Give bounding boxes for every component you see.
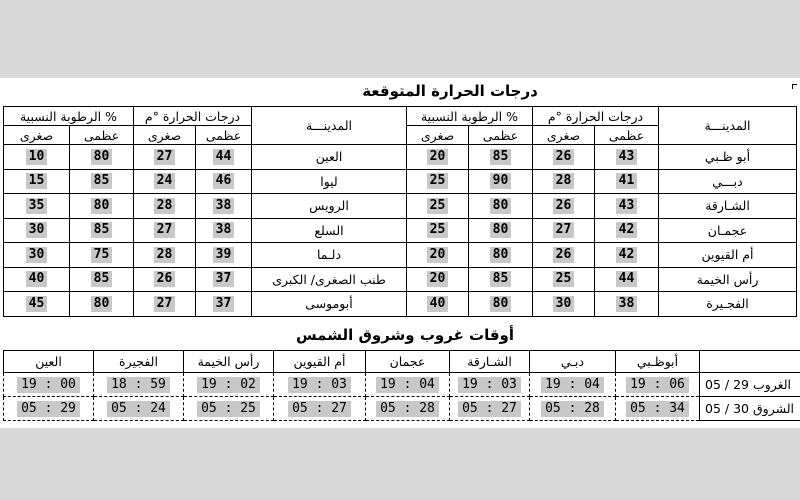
temp-header-left: درجات الحرارة °م — [134, 107, 252, 126]
humidity-min-value: 20 — [427, 247, 449, 263]
humidity-max — [70, 292, 134, 317]
humidity-max-value: 85 — [91, 222, 113, 238]
temp-max — [196, 145, 252, 170]
temp-min-value: 26 — [553, 149, 575, 165]
humidity-min-value: 35 — [26, 198, 48, 214]
table-row — [4, 267, 797, 292]
temp-max-value: 38 — [213, 222, 235, 238]
sunset-time-value: 19 : 00 — [17, 377, 80, 393]
temp-max-value: 42 — [616, 247, 638, 263]
temp-min — [134, 218, 196, 243]
humidity-min-value: 30 — [26, 222, 48, 238]
humidity-min — [4, 145, 70, 170]
min-header: صغرى — [407, 126, 469, 145]
sunset-time — [530, 373, 616, 397]
humidity-min — [407, 169, 469, 194]
temp-min — [533, 292, 595, 317]
temp-min — [134, 145, 196, 170]
temp-min — [134, 194, 196, 219]
temp-max-value: 39 — [213, 247, 235, 263]
temp-max-value: 38 — [213, 198, 235, 214]
sunset-time — [616, 373, 700, 397]
temp-max-value: 43 — [616, 198, 638, 214]
sun-times-table — [3, 350, 800, 421]
sun-city-header: الفجيرة — [94, 351, 184, 373]
humidity-min-value: 45 — [26, 296, 48, 312]
temp-min — [134, 243, 196, 268]
humidity-max — [469, 194, 533, 219]
temp-max — [196, 267, 252, 292]
temp-max — [595, 169, 659, 194]
sunrise-time-value: 05 : 25 — [197, 401, 260, 417]
sunset-time — [94, 373, 184, 397]
humidity-min-value: 40 — [26, 271, 48, 287]
sunset-time — [184, 373, 274, 397]
sun-times-title: أوقات غروب وشروق الشمس — [295, 326, 515, 344]
sunset-time — [4, 373, 94, 397]
temp-min-value: 27 — [154, 149, 176, 165]
temp-max — [595, 292, 659, 317]
table-row — [4, 292, 797, 317]
humidity-max — [70, 267, 134, 292]
humidity-min-value: 20 — [427, 271, 449, 287]
humidity-max-value: 85 — [490, 149, 512, 165]
table-row — [4, 218, 797, 243]
sun-city-header: دبـي — [530, 351, 616, 373]
humidity-max-value: 85 — [91, 173, 113, 189]
humidity-max-value: 80 — [91, 198, 113, 214]
city-name: الشـارقة — [659, 194, 797, 219]
temp-min-value: 28 — [154, 198, 176, 214]
sunset-time-value: 19 : 03 — [288, 377, 351, 393]
sunset-time-value: 19 : 04 — [541, 377, 604, 393]
sun-header-row — [4, 351, 800, 373]
humidity-max-value: 90 — [490, 173, 512, 189]
temp-max — [196, 243, 252, 268]
city-header-right: المدينـــة — [659, 107, 797, 145]
city-name: أبوموسى — [252, 292, 407, 317]
temp-min — [533, 218, 595, 243]
city-header-left: المدينـــة — [252, 107, 407, 145]
sunrise-time-value: 05 : 27 — [288, 401, 351, 417]
humidity-max-value: 80 — [490, 247, 512, 263]
temp-min — [134, 169, 196, 194]
min-header: صغرى — [134, 126, 196, 145]
sunrise-time — [530, 397, 616, 421]
humidity-max-value: 80 — [91, 149, 113, 165]
city-name: طنب الصغرى/ الكبرى — [252, 267, 407, 292]
temp-max-value: 46 — [213, 173, 235, 189]
sunset-time-value: 19 : 03 — [458, 377, 521, 393]
humidity-max — [70, 169, 134, 194]
sunset-time — [450, 373, 530, 397]
city-name: ليوا — [252, 169, 407, 194]
temp-min-value: 26 — [553, 198, 575, 214]
sunrise-time-value: 05 : 27 — [458, 401, 521, 417]
temp-min — [134, 292, 196, 317]
humidity-max — [469, 169, 533, 194]
humidity-min-value: 25 — [427, 198, 449, 214]
humidity-min-value: 20 — [427, 149, 449, 165]
sunrise-time-value: 05 : 28 — [541, 401, 604, 417]
humidity-max — [469, 243, 533, 268]
max-header: عظمى — [595, 126, 659, 145]
temp-max-value: 37 — [213, 296, 235, 312]
humidity-min — [4, 194, 70, 219]
humidity-max — [469, 292, 533, 317]
city-name: الفجـيرة — [659, 292, 797, 317]
humidity-header-right: الرطوبة النسبية % — [407, 107, 533, 126]
humidity-max — [70, 243, 134, 268]
humidity-min — [407, 267, 469, 292]
sun-city-header: العين — [4, 351, 94, 373]
temp-min — [533, 194, 595, 219]
humidity-min-value: 40 — [427, 296, 449, 312]
temp-min-value: 27 — [154, 222, 176, 238]
max-header: عظمى — [196, 126, 252, 145]
temp-min-value: 26 — [553, 247, 575, 263]
humidity-min — [407, 292, 469, 317]
sunrise-time — [184, 397, 274, 421]
temp-min-value: 25 — [553, 271, 575, 287]
temp-max — [595, 243, 659, 268]
temp-min-value: 28 — [154, 247, 176, 263]
humidity-min — [4, 243, 70, 268]
temp-min — [134, 267, 196, 292]
temp-min — [533, 145, 595, 170]
sun-city-header: أبوظـبي — [616, 351, 700, 373]
temp-max-value: 41 — [616, 173, 638, 189]
sunset-time-value: 18 : 59 — [107, 377, 170, 393]
city-name: دبـــي — [659, 169, 797, 194]
table-row — [4, 194, 797, 219]
city-name: العين — [252, 145, 407, 170]
city-name: دلـما — [252, 243, 407, 268]
temp-max-value: 43 — [616, 149, 638, 165]
humidity-header-left: الرطوبة النسبية % — [4, 107, 134, 126]
sunrise-time-value: 05 : 28 — [376, 401, 439, 417]
humidity-max — [469, 267, 533, 292]
table-row — [4, 145, 797, 170]
temp-min-value: 27 — [154, 296, 176, 312]
max-header: عظمى — [70, 126, 134, 145]
humidity-min — [407, 194, 469, 219]
humidity-min — [4, 267, 70, 292]
humidity-max-value: 80 — [91, 296, 113, 312]
forecast-sheet — [0, 78, 800, 428]
sunrise-time — [616, 397, 700, 421]
city-name: عجمـان — [659, 218, 797, 243]
humidity-min-value: 15 — [26, 173, 48, 189]
min-header: صغرى — [533, 126, 595, 145]
sunrise-time-value: 05 : 29 — [17, 401, 80, 417]
sunset-time-value: 19 : 02 — [197, 377, 260, 393]
sunrise-time — [366, 397, 450, 421]
sunrise-row — [4, 397, 800, 421]
humidity-max-value: 85 — [91, 271, 113, 287]
temp-header-right: درجات الحرارة °م — [533, 107, 659, 126]
temp-max — [196, 292, 252, 317]
sun-city-header: عجمان — [366, 351, 450, 373]
humidity-min — [4, 218, 70, 243]
humidity-min — [407, 243, 469, 268]
forecast-title: درجات الحرارة المتوقعة — [362, 82, 538, 100]
temp-min — [533, 169, 595, 194]
temp-min-value: 27 — [553, 222, 575, 238]
sun-blank-header — [700, 351, 800, 373]
sunset-time-value: 19 : 04 — [376, 377, 439, 393]
humidity-min-value: 25 — [427, 173, 449, 189]
humidity-max — [469, 145, 533, 170]
temp-max — [196, 218, 252, 243]
humidity-max — [70, 194, 134, 219]
temp-max — [595, 194, 659, 219]
humidity-max-value: 80 — [490, 198, 512, 214]
sunrise-time — [4, 397, 94, 421]
humidity-max — [70, 218, 134, 243]
sunrise-time-value: 05 : 24 — [107, 401, 170, 417]
city-name: الرويس — [252, 194, 407, 219]
humidity-min-value: 25 — [427, 222, 449, 238]
sunset-time-value: 19 : 06 — [626, 377, 689, 393]
humidity-max-value: 85 — [490, 271, 512, 287]
humidity-min-value: 30 — [26, 247, 48, 263]
sunrise-time — [94, 397, 184, 421]
humidity-max — [469, 218, 533, 243]
temp-min — [533, 243, 595, 268]
temp-max — [196, 194, 252, 219]
temp-max — [595, 145, 659, 170]
sun-city-header: رأس الخيمة — [184, 351, 274, 373]
temp-max-value: 44 — [616, 271, 638, 287]
humidity-min — [4, 292, 70, 317]
sunrise-time — [274, 397, 366, 421]
max-header: عظمى — [469, 126, 533, 145]
city-name: أبو ظـبي — [659, 145, 797, 170]
temp-max-value: 42 — [616, 222, 638, 238]
min-header: صغرى — [4, 126, 70, 145]
temp-max — [595, 267, 659, 292]
humidity-min — [4, 169, 70, 194]
city-name: رأس الخيمة — [659, 267, 797, 292]
sunrise-time-value: 05 : 34 — [626, 401, 689, 417]
humidity-max-value: 80 — [490, 296, 512, 312]
temp-min-value: 24 — [154, 173, 176, 189]
sunrise-time — [450, 397, 530, 421]
temp-max-value: 37 — [213, 271, 235, 287]
humidity-max-value: 75 — [91, 247, 113, 263]
humidity-min — [407, 218, 469, 243]
temp-min-value: 28 — [553, 173, 575, 189]
temp-max-value: 38 — [616, 296, 638, 312]
temp-min-value: 26 — [154, 271, 176, 287]
temp-min — [533, 267, 595, 292]
sunrise-label: الشروق 30 / 05 — [700, 397, 800, 421]
humidity-max — [70, 145, 134, 170]
temp-max — [196, 169, 252, 194]
corner-mark — [792, 84, 797, 89]
temp-max-value: 44 — [213, 149, 235, 165]
temp-max — [595, 218, 659, 243]
sunset-time — [274, 373, 366, 397]
humidity-min — [407, 145, 469, 170]
temp-min-value: 30 — [553, 296, 575, 312]
temperature-table — [3, 106, 797, 317]
city-name: السلع — [252, 218, 407, 243]
city-name: أم القيوين — [659, 243, 797, 268]
sun-city-header: أم القيوين — [274, 351, 366, 373]
table-row — [4, 169, 797, 194]
sunset-row — [4, 373, 800, 397]
humidity-max-value: 80 — [490, 222, 512, 238]
sun-city-header: الشـارقة — [450, 351, 530, 373]
humidity-min-value: 10 — [26, 149, 48, 165]
sunset-time — [366, 373, 450, 397]
sunset-label: الغروب 29 / 05 — [700, 373, 800, 397]
table-row — [4, 243, 797, 268]
